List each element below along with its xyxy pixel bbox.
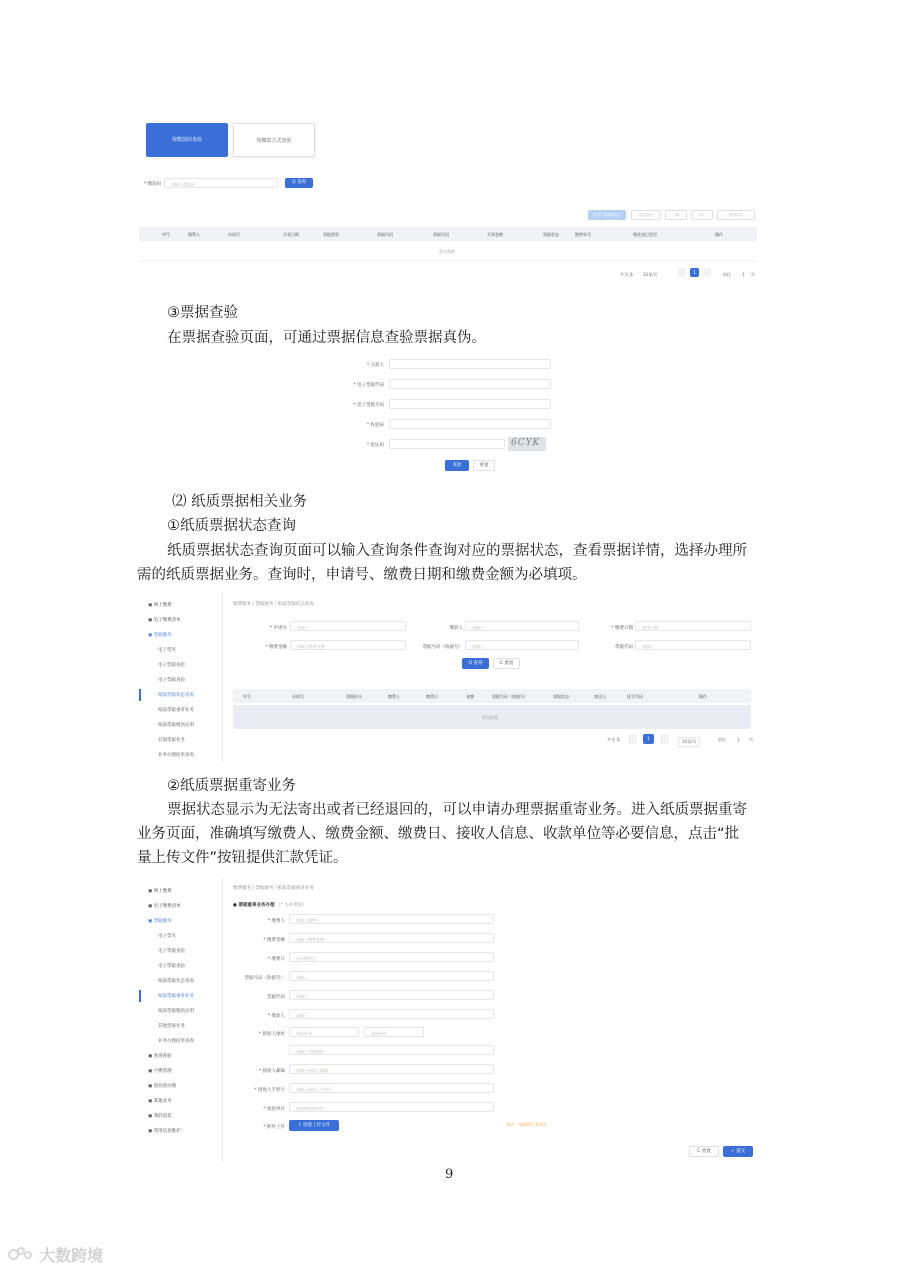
label-pay-date: * 缴费日 (267, 957, 285, 962)
address-detail-input[interactable]: 请输入详细地址 (289, 1045, 494, 1055)
label-captcha: * 验证码 (366, 443, 384, 448)
pager-prev-icon[interactable] (678, 268, 686, 277)
col-pay-no: 缴费单号 (575, 232, 591, 237)
para-paper-status-2: 需的纸质票据业务。查询时，申请号、缴费日期和缴费金额为必填项。 (137, 567, 587, 583)
reset-button[interactable]: C 重置 (493, 658, 520, 669)
apply-no-input[interactable]: 请输入 (290, 621, 406, 631)
pager-goto-input[interactable]: 1 (742, 272, 745, 277)
sidebar (139, 592, 223, 762)
search-input[interactable]: 请输入缴款码 (164, 178, 278, 188)
payer-input[interactable]: 请输入缴费人 (289, 914, 494, 924)
batch-download-button[interactable]: 批量下载票据电子 (588, 210, 626, 220)
sidebar-active-bar (139, 990, 141, 1002)
reset-button[interactable]: 重置 (473, 460, 495, 471)
sidebar-sub-2[interactable]: 电子票据查验 (158, 678, 185, 683)
sidebar-item-more-0[interactable]: ▣ 查询查验 (148, 1054, 172, 1059)
sidebar-sub-6[interactable]: 其他票据业务 (158, 738, 185, 743)
batch-verify-button[interactable]: 批量查验 (631, 210, 661, 220)
sidebar-item-online-pay[interactable]: ▣ 网上缴费 (148, 889, 172, 894)
pager-next-icon[interactable] (660, 734, 669, 744)
empty-text: 暂无数据 (482, 715, 498, 720)
screenshot-paper-resend (137, 876, 762, 1162)
label-pay-amount: * 缴费金额 (265, 645, 287, 650)
query-button[interactable]: Q 查询 (462, 658, 489, 669)
label-invoice-code: 票据代码 (267, 995, 285, 1000)
label-receipt-no: 票据号码（收据号） (244, 976, 285, 981)
col-reg-no: 挂号号码 (627, 694, 643, 699)
watermark: 大数跨境 (8, 1243, 103, 1265)
sidebar-sub-5[interactable]: 纸质票据缴款证明 (158, 723, 194, 728)
label-e-code: * 电子票据代码 (353, 383, 384, 388)
pager-size[interactable]: 10条/页 (643, 272, 658, 277)
col-status: 票据状态 (543, 232, 559, 237)
pager-goto: 前往 (723, 272, 731, 277)
label-check-code: * 校验码 (366, 423, 384, 428)
col-payer: 缴费人 (188, 232, 200, 237)
sidebar-active-bar (139, 689, 141, 701)
col-operation: 操作 (715, 232, 723, 237)
pager-prev-icon[interactable] (628, 734, 637, 744)
col-invoice-code: 票据代码 (377, 232, 393, 237)
receipt-no-input[interactable]: 请输入 (465, 640, 579, 650)
heading-invoice-verify: ③票据查验 (167, 305, 238, 321)
pager-total: 共 0 条 (620, 272, 634, 277)
e-code-input[interactable] (389, 379, 551, 389)
sidebar (139, 878, 223, 1162)
heading-paper-status: ①纸质票据状态查询 (167, 518, 296, 534)
sidebar-sub-0[interactable]: 电子票夹 (158, 934, 176, 939)
sidebar-item-more-1[interactable]: ▣ 号费管理 (148, 1069, 172, 1074)
pager-current[interactable]: 1 (643, 734, 654, 744)
payment-list-button[interactable]: 缴费清单 (717, 210, 755, 220)
captcha-input[interactable] (389, 439, 505, 449)
section-title: ● 票据重寄业务办理 （* 为必填项） (233, 903, 307, 908)
sidebar-sub-7[interactable]: 业务办理结果查询 (158, 1039, 194, 1044)
search-label: * 缴款码 (143, 182, 161, 187)
label-postcode: * 接收人邮编 (258, 1069, 285, 1074)
col-reg-type: 缴款登记类型 (633, 232, 657, 237)
col-apply-no: 申请号 (228, 232, 240, 237)
sidebar-item-e-list[interactable]: ▣ 电子缴费清单 (148, 904, 181, 909)
sidebar-sub-2[interactable]: 电子票据查验 (158, 964, 185, 969)
col-send-date: 寄送日 (594, 694, 606, 699)
check-code-input[interactable] (389, 419, 551, 429)
screenshot-paper-status (137, 590, 762, 762)
label-payer: * 缴费人 (267, 919, 285, 924)
receipt-no-input[interactable]: 请输入 (289, 971, 494, 981)
pager-size[interactable]: 10条/页 (678, 737, 700, 747)
sidebar-sub-3[interactable]: 纸质票据状态查询 (158, 979, 194, 984)
sidebar-sub-0[interactable]: 电子票夹 (158, 648, 176, 653)
upload-hint: 提示：请提供汇款凭证 (507, 1122, 547, 1127)
label-attachment: * 附件上传 (263, 1125, 285, 1130)
sidebar-item-invoice-service[interactable]: ▣ 票据服务 (148, 919, 172, 924)
col-invoice-no: 票据号码 (433, 232, 449, 237)
payee-unit-select[interactable]: 请选择收款单位 (289, 1102, 494, 1112)
pager-next-icon[interactable] (703, 268, 711, 277)
export-button[interactable]: 导出 (691, 210, 713, 220)
sidebar-item-e-list[interactable]: ▣ 电子缴费清单 (148, 618, 181, 623)
col-status: 票据状态 (553, 694, 569, 699)
pager-unit: 页 (749, 737, 753, 742)
col-receipt-no: 票据号码（收据号） (492, 694, 528, 699)
label-phone: * 接收人手机号 (254, 1088, 285, 1093)
empty-text: 暂无数据 (439, 249, 455, 254)
invoice-code-input[interactable]: 请输入 (289, 990, 494, 1000)
screenshot-verify-form (340, 352, 562, 477)
label-receipt-no: 票据号码（收据号） (422, 645, 463, 650)
tab-query-by-code[interactable]: 按缴款码查验 (146, 123, 228, 157)
page-number: 9 (445, 1167, 454, 1182)
postcode-input[interactable]: 请输入接收人邮编 (289, 1064, 494, 1074)
payee-input[interactable]: 请输入 (289, 1009, 494, 1019)
sidebar-sub-1[interactable]: 电子票据查验 (158, 663, 185, 668)
col-pay-date: 缴费日 (426, 694, 438, 699)
label-address: * 接收人地址 (258, 1032, 285, 1037)
pager-goto: 前往 (718, 737, 726, 742)
invoice-code-input[interactable]: 请输入 (635, 640, 751, 650)
col-amount: 金额 (466, 694, 474, 699)
sidebar-item-more-4[interactable]: ▣ 我的消息 (148, 1114, 172, 1119)
sidebar-item-more-2[interactable]: ▣ 留存款办理 (148, 1084, 177, 1089)
label-payer: * 交款人 (366, 363, 384, 368)
tab-query-by-method[interactable]: 按缴款方式查验 (233, 123, 315, 157)
payer-input[interactable]: 请输入 (465, 621, 579, 631)
col-title: 票据抬头 (346, 694, 362, 699)
pay-date-input[interactable]: 选择日期 (635, 621, 751, 631)
label-e-number: * 电子票据号码 (353, 403, 384, 408)
pay-date-input[interactable]: 选择缴费日 (289, 952, 494, 962)
reset-button[interactable]: C 重置 (689, 1146, 719, 1157)
payer-input[interactable] (389, 359, 551, 369)
verify-button[interactable]: 查验 (445, 460, 469, 471)
label-pay-date: * 缴费日期 (611, 626, 633, 631)
label-invoice-code: 票据代码 (615, 645, 633, 650)
col-invoice-type: 票据类型 (323, 232, 339, 237)
breadcrumb: 缴费服务 / 票据服务 / 纸质票据重寄业务 (233, 886, 314, 891)
label-payer: 缴款人 (449, 626, 463, 631)
para-resend-3: 量上传文件”按钮提供汇款凭证。 (137, 850, 348, 866)
watermark-logo-icon (8, 1247, 34, 1263)
breadcrumb: 缴费服务 / 票据服务 / 纸质票据状态查询 (233, 602, 314, 607)
col-payer: 缴费人 (388, 694, 400, 699)
e-number-input[interactable] (389, 399, 551, 409)
col-index: 序号 (243, 694, 251, 699)
col-index: 序号 (162, 232, 170, 237)
label-apply-no: * 申请号 (269, 626, 287, 631)
label-payee-unit: * 收款单位 (263, 1107, 285, 1112)
pager-total: 共 0 条 (607, 737, 621, 742)
para-resend-2: 业务页面，准确填写缴费人、缴费金额、缴费日、接收人信息、收款单位等必要信息，点击“批 (137, 826, 740, 842)
batch-upload-button[interactable]: ⇪ 批量上传文件 (289, 1120, 339, 1131)
pay-amount-input[interactable]: 请输入缴费金额 (290, 640, 406, 650)
sidebar-sub-5[interactable]: 纸质票据缴款证明 (158, 1009, 194, 1014)
col-operation: 操作 (699, 694, 707, 699)
heading-resend: ②纸质票据重寄业务 (167, 778, 296, 794)
captcha-image[interactable]: 6CYK (508, 437, 546, 451)
screenshot-invoice-query (137, 117, 762, 287)
col-apply-no: 申请号 (292, 694, 304, 699)
heading-paper-invoice: ⑵ 纸质票据相关业务 (172, 494, 308, 510)
para-paper-status-1: 纸质票据状态查询页面可以输入查询条件查询对应的票据状态，查看票据详情，选择办理所 (167, 543, 747, 559)
pager-unit: 页 (751, 272, 755, 277)
label-amount: * 缴费金额 (263, 938, 285, 943)
para-resend-1: 票据状态显示为无法寄出或者已经退回的，可以申请办理票据重寄业务。进入纸质票据重寄 (167, 802, 747, 818)
sidebar-sub-6[interactable]: 其他票据业务 (158, 1024, 185, 1029)
para-invoice-verify: 在票据查验页面，可通过票据信息查验票据真伪。 (167, 330, 486, 346)
sidebar-sub-4[interactable]: 纸质票据重寄业务 (158, 994, 194, 999)
sidebar-sub-3[interactable]: 纸质票据状态查询 (158, 693, 194, 698)
city-select[interactable]: 请选择市 (364, 1027, 424, 1037)
pager-goto-input[interactable]: 1 (737, 737, 740, 742)
col-issue-date: 开票日期 (283, 232, 299, 237)
sidebar-sub-1[interactable]: 电子票据查验 (158, 949, 185, 954)
submit-button[interactable]: ✓ 提交 (723, 1146, 753, 1157)
download-button[interactable]: 下载 (665, 210, 687, 220)
sidebar-item-more-5[interactable]: ▣ 常用信息维护 (148, 1129, 181, 1134)
province-select[interactable]: 请选择省 (289, 1027, 359, 1037)
phone-input[interactable]: 请输入接收人手机号 (289, 1083, 494, 1093)
sidebar-item-online-pay[interactable]: ▣ 网上缴费 (148, 603, 172, 608)
pager-current[interactable]: 1 (690, 268, 699, 277)
search-button[interactable]: Q 查询 (285, 178, 313, 188)
sidebar-item-invoice-service[interactable]: ▣ 票据服务 (148, 633, 172, 638)
sidebar-item-more-3[interactable]: ▣ 其他业务 (148, 1099, 172, 1104)
amount-input[interactable]: 请输入缴费金额 (289, 933, 494, 943)
label-payee: * 缴款人 (267, 1014, 285, 1019)
col-amount: 开票金额 (487, 232, 503, 237)
sidebar-sub-7[interactable]: 业务办理结果查询 (158, 753, 194, 758)
sidebar-sub-4[interactable]: 纸质票据重寄业务 (158, 708, 194, 713)
